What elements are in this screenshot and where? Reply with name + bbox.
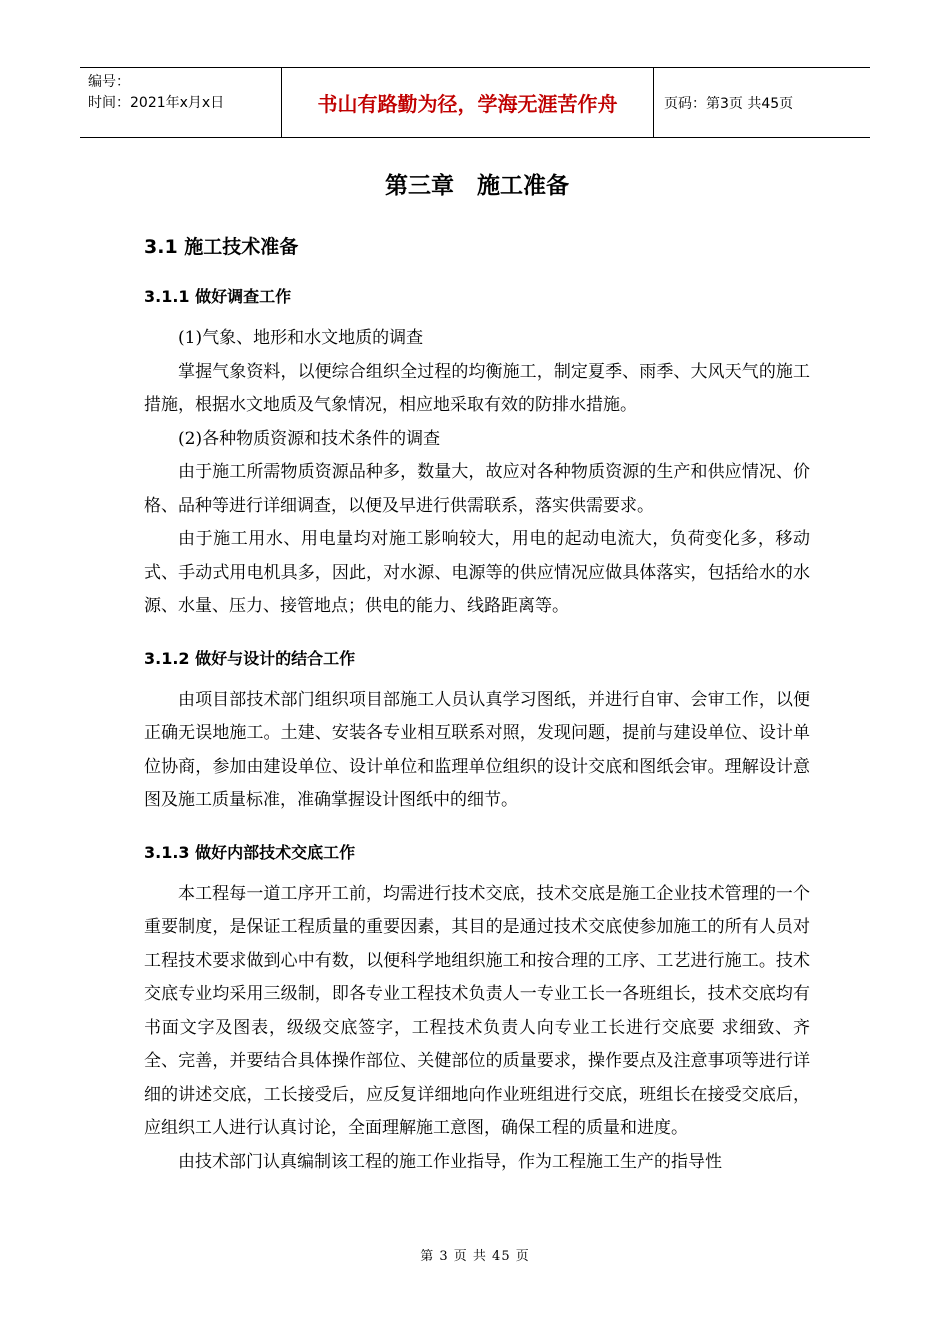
document-body xyxy=(144,160,810,1179)
paragraph: 由于施工用水、用电量均对施工影响较大，用电的起动电流大，负荷变化多，移动式、手动式用电机具多，因此，对水源、电源等的供应情况应做具体落实，包括给水的水源、水量、压力、接管地点；供电的能力、线路距离等。 xyxy=(144,529,810,616)
section-title: 3.1 施工技术准备 xyxy=(144,236,299,258)
page-footer: 第 3 页 共 45 页 xyxy=(420,1249,530,1264)
subsection-title: 3.1.3 做好内部技术交底工作 xyxy=(144,842,356,862)
paragraph: 由技术部门认真编制该工程的施工作业指导，作为工程施工生产的指导性 xyxy=(178,1151,722,1172)
paragraph: 掌握气象资料，以便综合组织全过程的均衡施工，制定夏季、雨季、大风天气的施工措施，根据水文地质及气象情况，相应地采取有效的防排水措施。 xyxy=(144,361,810,415)
paragraph: (1)气象、地形和水文地质的调查 xyxy=(178,328,424,348)
paragraph: 由于施工所需物质资源品种多，数量大，故应对各种物质资源的生产和供应情况、价格、品种等进行详细调查，以便及早进行供需联系，落实供需要求。 xyxy=(144,462,810,516)
subsection-title: 3.1.1 做好调查工作 xyxy=(144,287,292,306)
paragraph: 本工程每一道工序开工前，均需进行技术交底，技术交底是施工企业技术管理的一个重要制度，是保证工程质量的重要因素，其目的是通过技术交底使参加施工的所有人员对工程技术要求做到心中有数，以便科学地组织施工和按合理的工序、工艺进行施工。技术交底专业均采用三级制，即各专业工程技术负责人一专业工长一各班组长，技术交底均有书面文字及图表，级级交底签字，工程技术负责人向专业工长进行交底要 求细致、齐全、完善，并要结合具体操作部位、关健部位的质量要求，操作要点及注意事项等进行详细的讲述交底，工长接受后，应反复详细地向作业班组进行交底，班组长在接受交底后，应组织工人进行认真讨论，全面理解施工意图，确保工程的质量和进度。 xyxy=(144,883,810,1138)
chapter-title: 第三章 施工准备 xyxy=(385,173,569,199)
time-label: 时间：2021年x月x日 xyxy=(88,95,225,111)
header-page-info: 页码：第3页 共45页 xyxy=(664,95,794,112)
page-header xyxy=(80,67,870,138)
header-motto: 书山有路勤为径，学海无涯苦作舟 xyxy=(282,68,654,137)
subsection-title: 3.1.2 做好与设计的结合工作 xyxy=(144,648,356,668)
header-meta xyxy=(80,68,282,137)
paragraph: (2)各种物质资源和技术条件的调查 xyxy=(178,428,441,449)
paragraph: 由项目部技术部门组织项目部施工人员认真学习图纸，并进行自审、会审工作，以便正确无误地施工。土建、安装各专业相互联系对照，发现问题，提前与建设单位、设计单位协商，参加由建设单位、设计单位和监理单位组织的设计交底和图纸会审。理解设计意图及施工质量标准，准确掌握设计图纸中的细节。 xyxy=(144,689,810,810)
number-label: 编号： xyxy=(88,74,130,90)
